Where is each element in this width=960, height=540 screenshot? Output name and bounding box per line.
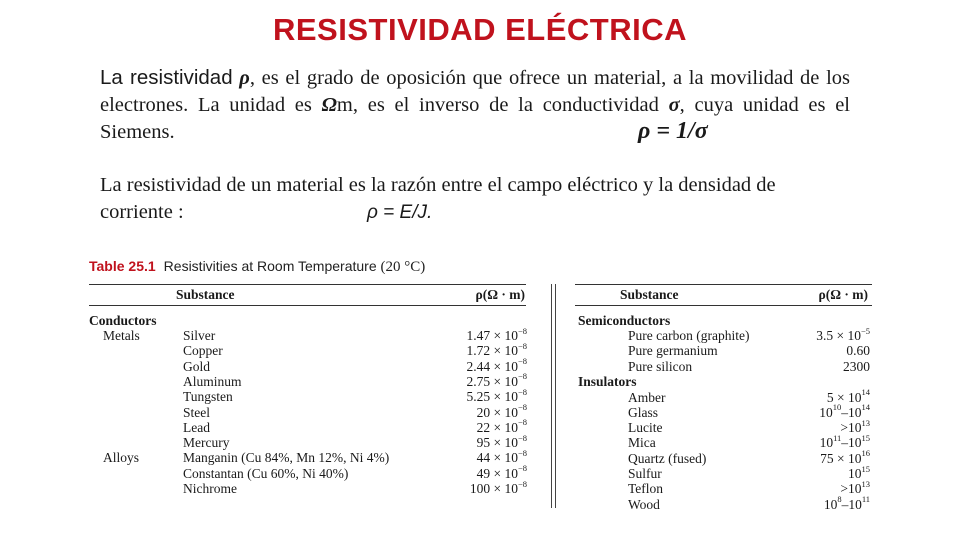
resistivity-value: $95 \times 10^{-8}$ [476,432,527,451]
table-top-rule-right [575,284,872,285]
table-caption [89,258,425,276]
resistivity-value: $1.47 \times 10^{-8}$ [466,325,527,343]
header-rho-left: ρ(Ω · m) [475,287,525,302]
table-header-rule-right [575,305,872,306]
table-caption-temp: (20 °C) [380,259,426,275]
substance-name: Nichrome [183,481,237,496]
ratio-paragraph: La resistividad de un material es la razón entre el campo eléctrico y la densidad de corriente : [100,174,776,223]
substance-name: Constantan (Cu 60%, Ni 40%) [183,465,349,481]
resistivity-value: $10^{15}$ [848,463,870,481]
paragraph-text-2: m, es el inverso de la conductividad [336,94,659,116]
resistivity-value: $3.5 \times 10^{-5}$ [816,325,870,343]
resistivity-value: $5 \times 10^{14}$ [826,387,870,405]
resistivity-value: $100 \times 10^{-8}$ [469,478,527,496]
substance-name: Quartz (fused) [628,450,707,466]
resistivity-value: $10^8-10^{11}$ [823,494,870,512]
substance-name: Pure germanium [628,343,718,359]
paragraph-text-3: , cuya unidad es el Siemens. [100,94,851,143]
resistivity-value: $44 \times 10^{-8}$ [476,447,527,466]
substance-name: Wood [628,496,660,512]
table-top-rule-left [89,284,526,285]
table-divider-2 [555,284,556,508]
resistivity-value: 2300 [843,358,870,374]
table-caption-text: Resistivities at Room Temperature [163,258,377,274]
substance-name: Teflon [628,481,664,497]
paragraph-text-1: , es el grado de oposición que ofrece un material, a la movilidad de los electrones. La unidad es [100,67,850,116]
substance-name: Gold [183,358,210,374]
substance-name: Pure carbon (graphite) [628,328,750,343]
resistivity-conductivity-formula: ρ = 1/σ [638,118,708,144]
substance-name: Aluminum [183,373,242,389]
resistivity-value: $>10^{13}$ [840,478,870,497]
substance-name: Manganin (Cu 84%, Mn 12%, Ni 4%) [183,450,390,466]
resistivity-value: $49 \times 10^{-8}$ [476,463,527,481]
rho-symbol: ρ [239,67,250,89]
substance-name: Lead [183,419,210,435]
header-substance-left: Substance [176,287,235,302]
group-semiconductors: Semiconductors [578,313,671,328]
substance-name: Mercury [183,435,230,451]
definition-paragraph [100,64,850,146]
resistivity-value: $2.44 \times 10^{-8}$ [466,356,527,374]
resistivity-value: $10^{11}-10^{15}$ [819,432,870,451]
group-insulators: Insulators [578,374,637,389]
resistivity-value: $22 \times 10^{-8}$ [476,417,527,435]
substance-name: Tungsten [183,389,233,405]
slide-title: RESISTIVIDAD ELÉCTRICA [272,12,688,47]
substance-name: Mica [628,435,656,451]
omega-symbol: Ω [321,94,337,116]
table-header-rule-left [89,305,526,306]
sigma-symbol: σ [668,94,680,116]
resistivity-value: $75 \times 10^{16}$ [820,448,870,466]
header-rho-right: ρ(Ω · m) [818,287,868,302]
resistivity-value: $2.75 \times 10^{-8}$ [466,371,527,389]
substance-name: Glass [628,404,658,420]
subgroup-alloys: Alloys [103,450,140,465]
substance-name: Copper [183,343,223,359]
resistivity-value: $5.25 \times 10^{-8}$ [466,386,527,405]
subgroup-metals: Metals [103,328,140,343]
substance-name: Sulfur [628,466,662,481]
resistivity-value: $1.72 \times 10^{-8}$ [466,340,527,359]
substance-name: Steel [183,404,210,420]
resistivity-value: $10^{10}-10^{14}$ [819,402,870,420]
substance-name: Silver [183,328,216,343]
resistivity-value: 0.60 [846,343,870,359]
table-divider-1 [551,284,552,508]
table-number: Table 25.1 [89,258,156,274]
resistivity-field-formula: ρ = E/J. [367,202,433,223]
group-conductors: Conductors [89,313,157,328]
header-substance-right: Substance [620,287,679,302]
resistivity-value: $>10^{13}$ [840,417,870,436]
substance-name: Pure silicon [628,358,693,374]
lead-text: La resistividad [100,66,233,89]
resistivity-value: $20 \times 10^{-8}$ [476,402,527,420]
substance-name: Amber [628,389,666,405]
substance-name: Lucite [628,420,663,436]
